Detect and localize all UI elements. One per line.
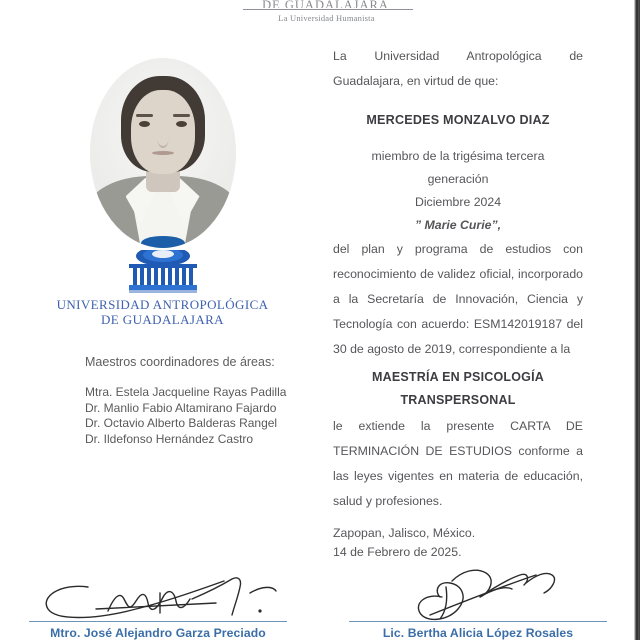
viewer-edge-artifact	[633, 0, 640, 640]
university-name-line2: DE GUADALAJARA	[101, 312, 224, 327]
student-name: MERCEDES MONZALVO DIAZ	[366, 113, 550, 127]
certificate-body	[333, 44, 583, 562]
issue-date: 14 de Febrero de 2025.	[333, 545, 462, 559]
signature-block	[0, 554, 633, 640]
photo-badge	[141, 236, 185, 248]
header-tagline: La Universidad Humanista	[278, 13, 375, 23]
signature-left	[10, 569, 306, 640]
photo-eye-right	[176, 121, 187, 127]
header-institution-line: DE GUADALAJARA	[262, 0, 389, 8]
membership-line: miembro de la trigésima tercera	[371, 149, 545, 163]
plan-paragraph: del plan y programa de estudios con reconocimiento de validez oficial, incorporado a la Secretaría de Innovación, Ciencia y Tecnología con acuerdo: ESM142019187 del 30 de agosto de 2019, correspondiente a la	[333, 242, 583, 356]
signature-right	[330, 569, 626, 640]
header-divider	[243, 9, 413, 10]
photo-mouth	[152, 151, 174, 155]
signature-mark-left-icon	[10, 569, 306, 621]
coordinators-label: Maestros coordinadores de áreas:	[85, 355, 275, 369]
signature-name-left: Mtro. José Alejandro Garza Preciado	[50, 626, 266, 640]
list-item: Mtra. Estela Jacqueline Rayas Padilla	[85, 385, 287, 399]
university-name-line1: UNIVERSIDAD ANTROPOLÓGICA	[56, 297, 269, 312]
university-emblem-icon	[88, 250, 238, 296]
list-item: Dr. Octavio Alberto Balderas Rangel	[85, 416, 278, 430]
issue-place: Zapopan, Jalisco, México.	[333, 526, 476, 540]
photo-eyebrow-left	[136, 114, 153, 117]
signature-name-right: Lic. Bertha Alicia López Rosales	[382, 626, 574, 640]
intro-paragraph: La Universidad Antropológica de Guadalajara, en virtud de que:	[333, 49, 583, 88]
signature-mark-right-icon	[330, 569, 626, 621]
coordinators-list	[85, 385, 325, 447]
list-item: Dr. Ildefonso Hernández Castro	[85, 431, 254, 446]
document-header	[0, 0, 633, 23]
photo-nose	[157, 130, 168, 148]
university-name	[0, 297, 325, 327]
generation-name: ” Marie Curie”,	[414, 218, 502, 232]
student-photo	[90, 58, 236, 248]
generation-date: Diciembre 2024	[414, 195, 502, 209]
photo-eyebrow-right	[173, 114, 190, 117]
photo-eye-left	[139, 121, 150, 127]
program-title: MAESTRÍA EN PSICOLOGÍA TRANSPERSONAL	[371, 370, 544, 407]
generation-word: generación	[427, 172, 489, 186]
left-column	[0, 52, 325, 447]
student-photo-oval	[90, 58, 236, 248]
closing-paragraph: le extiende la presente CARTA DE TERMINACIÓN DE ESTUDIOS conforme a las leyes vigentes en materia de educación, salud y profesiones.	[333, 419, 583, 508]
list-item: Dr. Manlio Fabio Altamirano Fajardo	[85, 400, 277, 415]
